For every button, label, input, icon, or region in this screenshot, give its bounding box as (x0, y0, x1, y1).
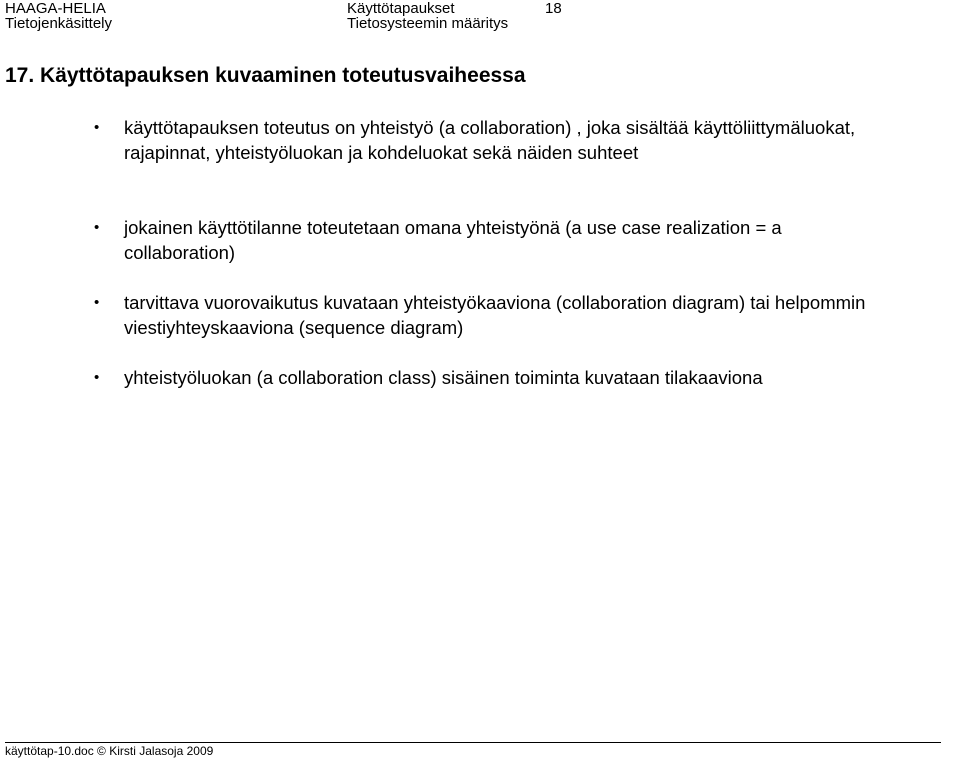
bullet-dot-icon: • (94, 369, 100, 386)
header-org: HAAGA-HELIA (5, 0, 106, 17)
header-page-number: 18 (545, 0, 562, 17)
bullet-dot-icon: • (94, 294, 100, 311)
list-item-text: yhteistyöluokan (a collaboration class) sisäinen toiminta kuvataan tilakaaviona (124, 367, 763, 388)
header-topic: Käyttötapaukset (347, 0, 455, 17)
page-footer: käyttötap-10.doc © Kirsti Jalasoja 2009 (5, 744, 214, 758)
list-item-text: jokainen käyttötilanne toteutetaan omana yhteistyönä (a use case realization = a collaboration) (124, 217, 782, 263)
bullet-dot-icon: • (94, 119, 100, 136)
bullet-dot-icon: • (94, 219, 100, 236)
list-item-text: käyttötapauksen toteutus on yhteistyö (a collaboration) , joka sisältää käyttöliittymäluokat, rajapinnat, yhteistyöluokan ja kohdeluokat sekä näiden suhteet (124, 117, 856, 163)
footer-divider (5, 742, 941, 743)
section-heading: 17. Käyttötapauksen kuvaaminen toteutusvaiheessa (5, 64, 526, 87)
header-course: Tietojenkäsittely (5, 15, 112, 32)
list-item-text: tarvittava vuorovaikutus kuvataan yhteistyökaaviona (collaboration diagram) tai helpommin viestiyhteyskaaviona (sequence diagram) (124, 292, 866, 338)
header-subject: Tietosysteemin määritys (347, 15, 509, 32)
